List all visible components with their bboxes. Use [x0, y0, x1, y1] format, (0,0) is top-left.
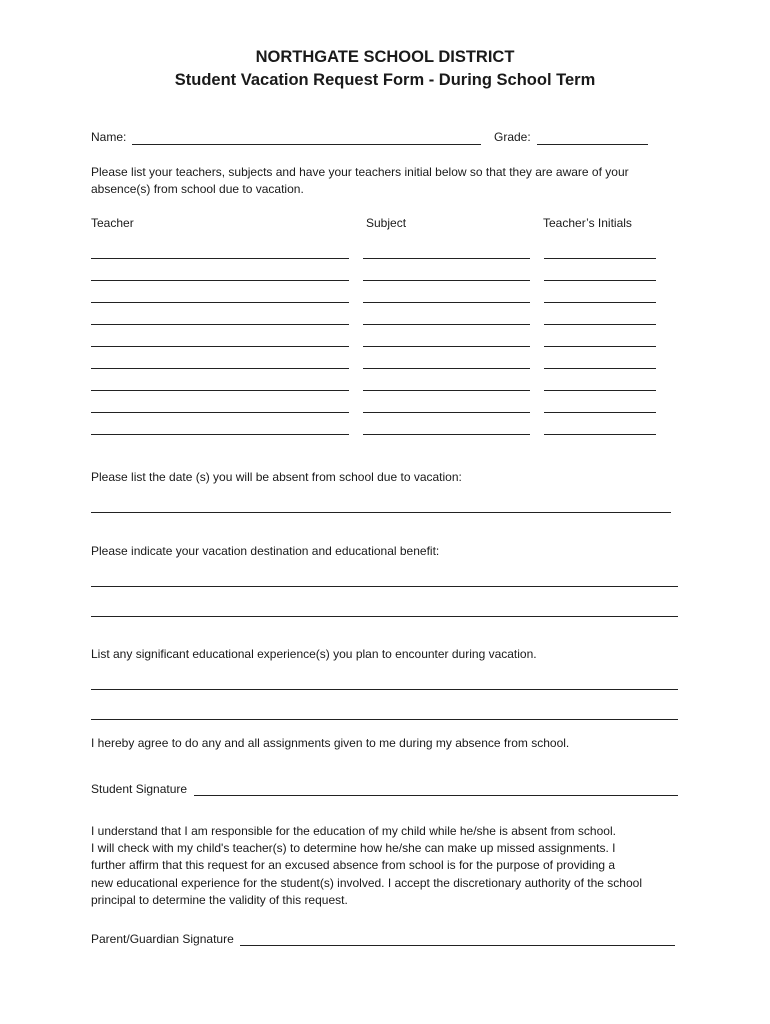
subject-field[interactable]: [363, 346, 530, 347]
table-row: [0, 362, 770, 376]
name-field[interactable]: [132, 144, 481, 145]
column-header-subject: Subject: [366, 216, 407, 230]
name-label: Name:: [91, 130, 127, 144]
parent-statement-line: principal to determine the validity of this request.: [91, 892, 348, 907]
destination-field-line2[interactable]: [91, 616, 678, 617]
destination-label: Please indicate your vacation destination and educational benefit:: [91, 544, 440, 558]
initials-field[interactable]: [544, 412, 656, 413]
grade-field[interactable]: [537, 144, 648, 145]
table-row: [0, 318, 770, 332]
subject-field[interactable]: [363, 324, 530, 325]
teacher-field[interactable]: [91, 258, 349, 259]
initials-field[interactable]: [544, 324, 656, 325]
experience-field-line2[interactable]: [91, 719, 678, 720]
column-header-teacher: Teacher: [91, 216, 134, 230]
table-row: [0, 428, 770, 442]
experience-label: List any significant educational experience(s) you plan to encounter during vacation.: [91, 647, 537, 661]
table-row: [0, 340, 770, 354]
table-row: [0, 296, 770, 310]
grade-label: Grade:: [494, 130, 531, 144]
teacher-instructions-line2: absence(s) from school due to vacation.: [91, 182, 304, 196]
parent-statement-line: I understand that I am responsible for the education of my child while he/she is absent from school.: [91, 824, 616, 838]
initials-field[interactable]: [544, 280, 656, 281]
teacher-field[interactable]: [91, 302, 349, 303]
initials-field[interactable]: [544, 346, 656, 347]
teacher-field[interactable]: [91, 368, 349, 369]
initials-field[interactable]: [544, 434, 656, 435]
teacher-field[interactable]: [91, 280, 349, 281]
subject-field[interactable]: [363, 258, 530, 259]
teacher-field[interactable]: [91, 346, 349, 347]
table-row: [0, 384, 770, 398]
subject-field[interactable]: [363, 368, 530, 369]
teacher-instructions-line1: Please list your teachers, subjects and have your teachers initial below so that they are aware of your: [91, 165, 629, 179]
absence-dates-field[interactable]: [91, 512, 671, 513]
parent-statement-line: new educational experience for the student(s) involved. I accept the discretionary authority of the school: [91, 875, 642, 890]
subject-field[interactable]: [363, 390, 530, 391]
column-header-initials: Teacher’s Initials: [543, 216, 632, 230]
agreement-text: I hereby agree to do any and all assignments given to me during my absence from school.: [91, 736, 570, 750]
parent-statement-line: I will check with my child's teacher(s) to determine how he/she can make up missed assignments. I: [91, 841, 616, 856]
teacher-field[interactable]: [91, 434, 349, 435]
initials-field[interactable]: [544, 302, 656, 303]
subject-field[interactable]: [363, 412, 530, 413]
student-signature-label: Student Signature: [91, 782, 188, 796]
teacher-field[interactable]: [91, 412, 349, 413]
table-row: [0, 252, 770, 266]
form-title: Student Vacation Request Form - During School Term: [174, 71, 596, 89]
parent-statement-line: further affirm that this request for an excused absence from school is for the purpose of providing a: [91, 858, 616, 873]
subject-field[interactable]: [363, 280, 530, 281]
district-name: NORTHGATE SCHOOL DISTRICT: [255, 48, 515, 66]
subject-field[interactable]: [363, 434, 530, 435]
parent-signature-field[interactable]: [240, 945, 675, 946]
initials-field[interactable]: [544, 258, 656, 259]
subject-field[interactable]: [363, 302, 530, 303]
student-signature-field[interactable]: [194, 795, 678, 796]
absence-dates-label: Please list the date (s) you will be absent from school due to vacation:: [91, 470, 462, 484]
parent-signature-label: Parent/Guardian Signature: [91, 932, 234, 946]
experience-field-line1[interactable]: [91, 689, 678, 690]
table-row: [0, 406, 770, 420]
initials-field[interactable]: [544, 390, 656, 391]
teacher-field[interactable]: [91, 390, 349, 391]
teacher-field[interactable]: [91, 324, 349, 325]
parent-statement: [91, 823, 691, 909]
destination-field-line1[interactable]: [91, 586, 678, 587]
table-row: [0, 274, 770, 288]
initials-field[interactable]: [544, 368, 656, 369]
